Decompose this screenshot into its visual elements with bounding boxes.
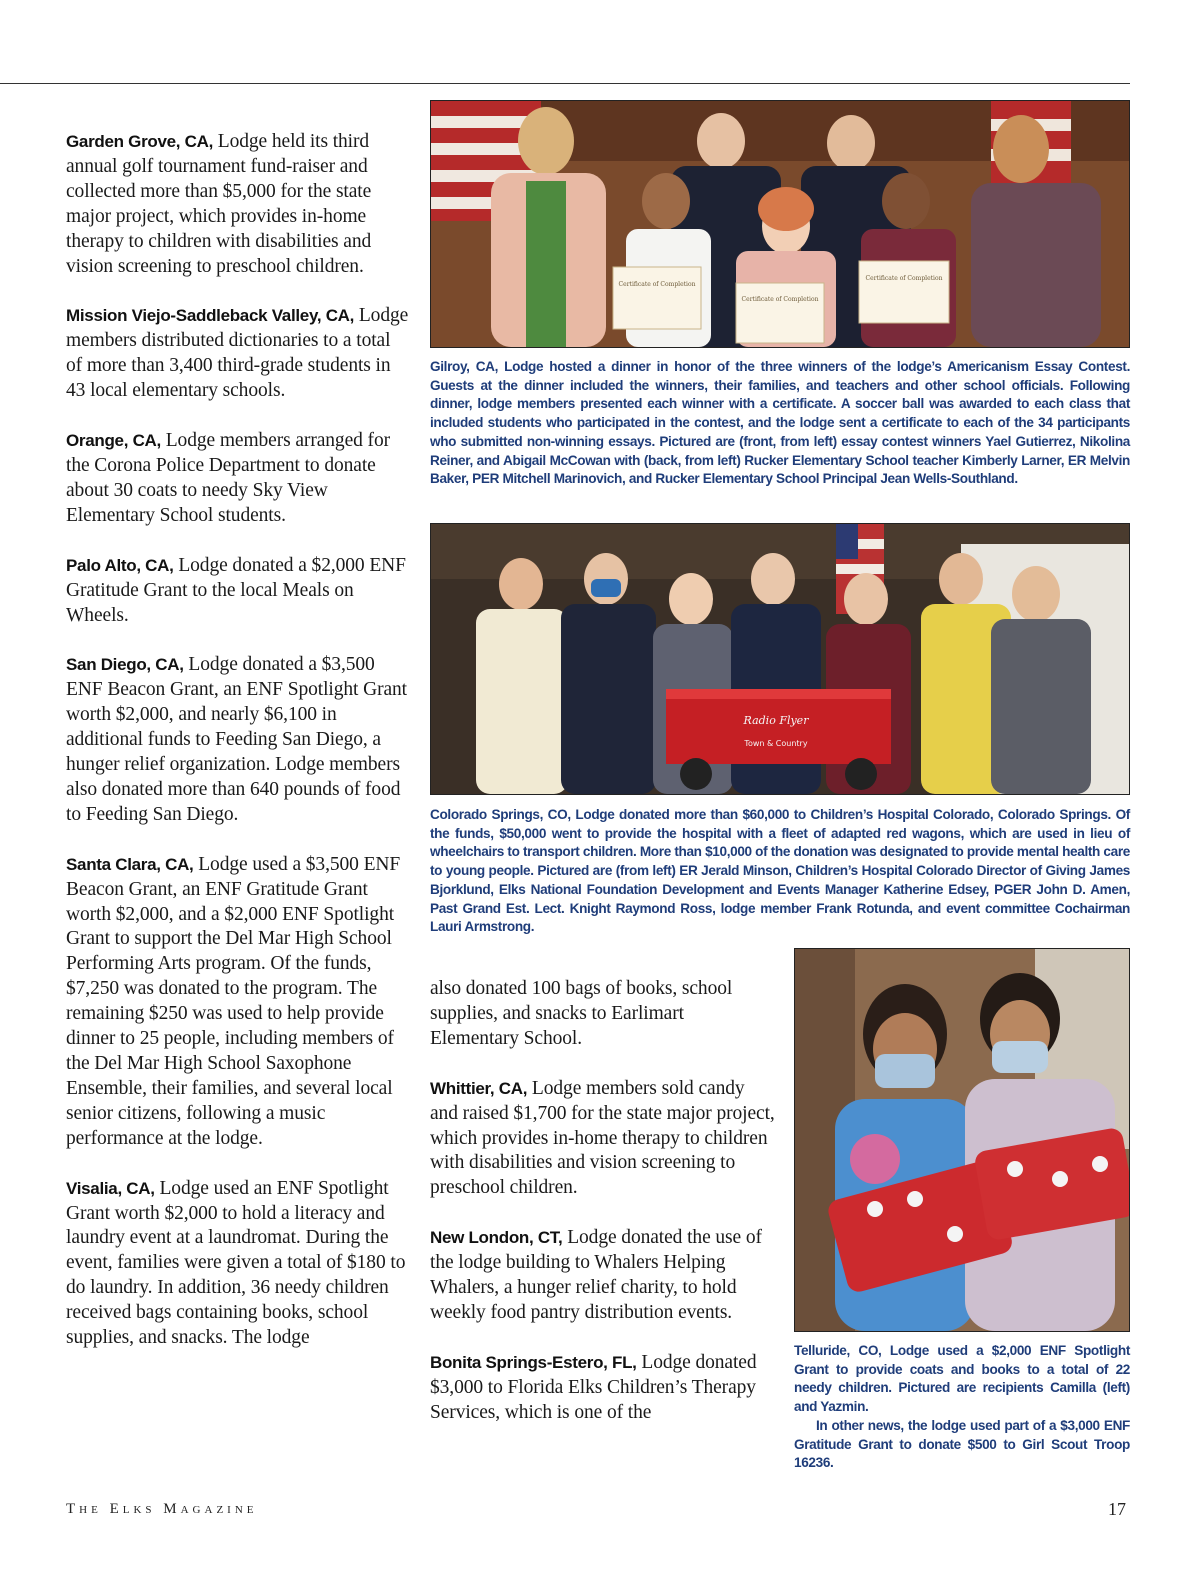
lodge-news-item: Bonita Springs-Estero, FL, Lodge donated $3,000 to Florida Elks Children’s Therapy Services, which is one of the	[430, 1351, 757, 1423]
magazine-title: The Elks Magazine	[66, 1501, 258, 1517]
lodge-news-item: Orange, CA, Lodge members arranged for the Corona Police Department to donate about 30 coats to needy Sky View Elementary School students.	[66, 430, 390, 526]
wagon-model-label: Town & Country	[744, 739, 808, 748]
lodge-news-item: Mission Viejo-Saddleback Valley, CA, Lodge members distributed dictionaries to a total of more than 3,400 third-grade students in 43 local elementary schools.	[66, 305, 409, 402]
lodge-news-item: Palo Alto, CA, Lodge donated a $2,000 ENF Gratitude Grant to the local Meals on Wheels.	[66, 554, 406, 626]
certificate-label: Certificate of Completion	[741, 296, 819, 303]
certificate-label: Certificate of Completion	[865, 275, 943, 282]
lodge-news-item: Garden Grove, CA, Lodge held its third annual golf tournament fund-raiser and collected more than $5,000 for the state major project, which provides in-home therapy to children with disabilities and vision screening to preschool children.	[66, 131, 372, 277]
gilroy-group-photo	[430, 100, 1130, 348]
lodge-news-item: San Diego, CA, Lodge donated a $3,500 ENF Beacon Grant, an ENF Spotlight Grant worth $2,000, and nearly $6,100 in additional funds to Feeding San Diego, a hunger relief organization. Lodge members also donated more than 640 pounds of food to Feeding San Diego.	[66, 654, 407, 825]
header-rule	[0, 83, 1130, 84]
wagon-brand-label: Radio Flyer	[743, 714, 809, 727]
colorado-springs-group-photo	[430, 523, 1130, 795]
lodge-news-item: Whittier, CA, Lodge members sold candy and raised $1,700 for the state major project, which provides in-home therapy to children with disabilities and vision screening to preschool children.	[430, 1077, 775, 1199]
lodge-news-item: Santa Clara, CA, Lodge used a $3,500 ENF Beacon Grant, an ENF Gratitude Grant worth $2,000, and a $2,000 ENF Spotlight Grant to support the Del Mar High School Performing Arts program. Of the funds, $7,250 was donated to the program. The remaining $250 was used to help provide dinner to 25 people, including members of the Del Mar High School Saxophone Ensemble, their families, and several local senior citizens, following a music performance at the lodge.	[66, 853, 401, 1149]
telluride-photo-caption: Telluride, CO, Lodge used a $2,000 ENF Spotlight Grant to provide coats and books to a total of 22 needy children. Pictured are recipients Camilla (left) and Yazmin. In other news, the lodge used part of a $3,000 ENF Gratitude Grant to donate $500 to Girl Scout Troop 16236.	[794, 1343, 1131, 1471]
continued-text: also donated 100 bags of books, school supplies, and snacks to Earlimart Elementary School.	[430, 978, 733, 1049]
gilroy-photo-caption: Gilroy, CA, Lodge hosted a dinner in honor of the three winners of the lodge’s Americanism Essay Contest. Guests at the dinner included the winners, their families, and teachers and other school officials. Following dinner, lodge members presented each winner with a certificate. A soccer ball was awarded to each class that included students who participated in the contest, and the lodge sent a certificate to each of the 34 participants who submitted non-winning essays. Pictured are (front, from left) essay contest winners Yael Gutierrez, Nikolina Reiner, and Abigail McCowan with (back, from left) Rucker Elementary School teacher Kimberly Larner, ER Melvin Baker, PER Mitchell Marinovich, and Rucker Elementary School Principal Jean Wells-Southland.	[430, 359, 1131, 487]
middle-column	[430, 977, 775, 1451]
lodge-news-item: New London, CT, Lodge donated the use of the lodge building to Whalers Helping Whalers, a hunger relief charity, to hold weekly food pantry distribution events.	[430, 1227, 762, 1323]
colorado-springs-photo-caption: Colorado Springs, CO, Lodge donated more than $60,000 to Children’s Hospital Colorado, Colorado Springs. Of the funds, $50,000 went to provide the hospital with a fleet of adapted red wagons, which are used in lieu of wheelchairs to transport children. More than $10,000 of the donation was designated to provide mental health care to young people. Pictured are (from left) ER Jerald Minson, Children’s Hospital Colorado Director of Giving James Bjorklund, Elks National Foundation Development and Events Manager Katherine Edsey, PGER John D. Amen, Past Grand Est. Lect. Knight Raymond Ross, lodge member Frank Rotunda, and event committee Cochairman Lauri Armstrong.	[430, 807, 1130, 935]
lodge-news-item: Visalia, CA, Lodge used an ENF Spotlight Grant worth $2,000 to hold a literacy and laundry event at a laundromat. During the event, families were given a total of $180 to do laundry. In addition, 36 needy children received bags containing books, school supplies, and snacks. The lodge	[66, 1177, 406, 1349]
page-number: 17	[1108, 1499, 1126, 1519]
telluride-children-photo	[794, 948, 1130, 1332]
certificate-label: Certificate of Completion	[618, 281, 696, 288]
left-column	[66, 130, 411, 1376]
